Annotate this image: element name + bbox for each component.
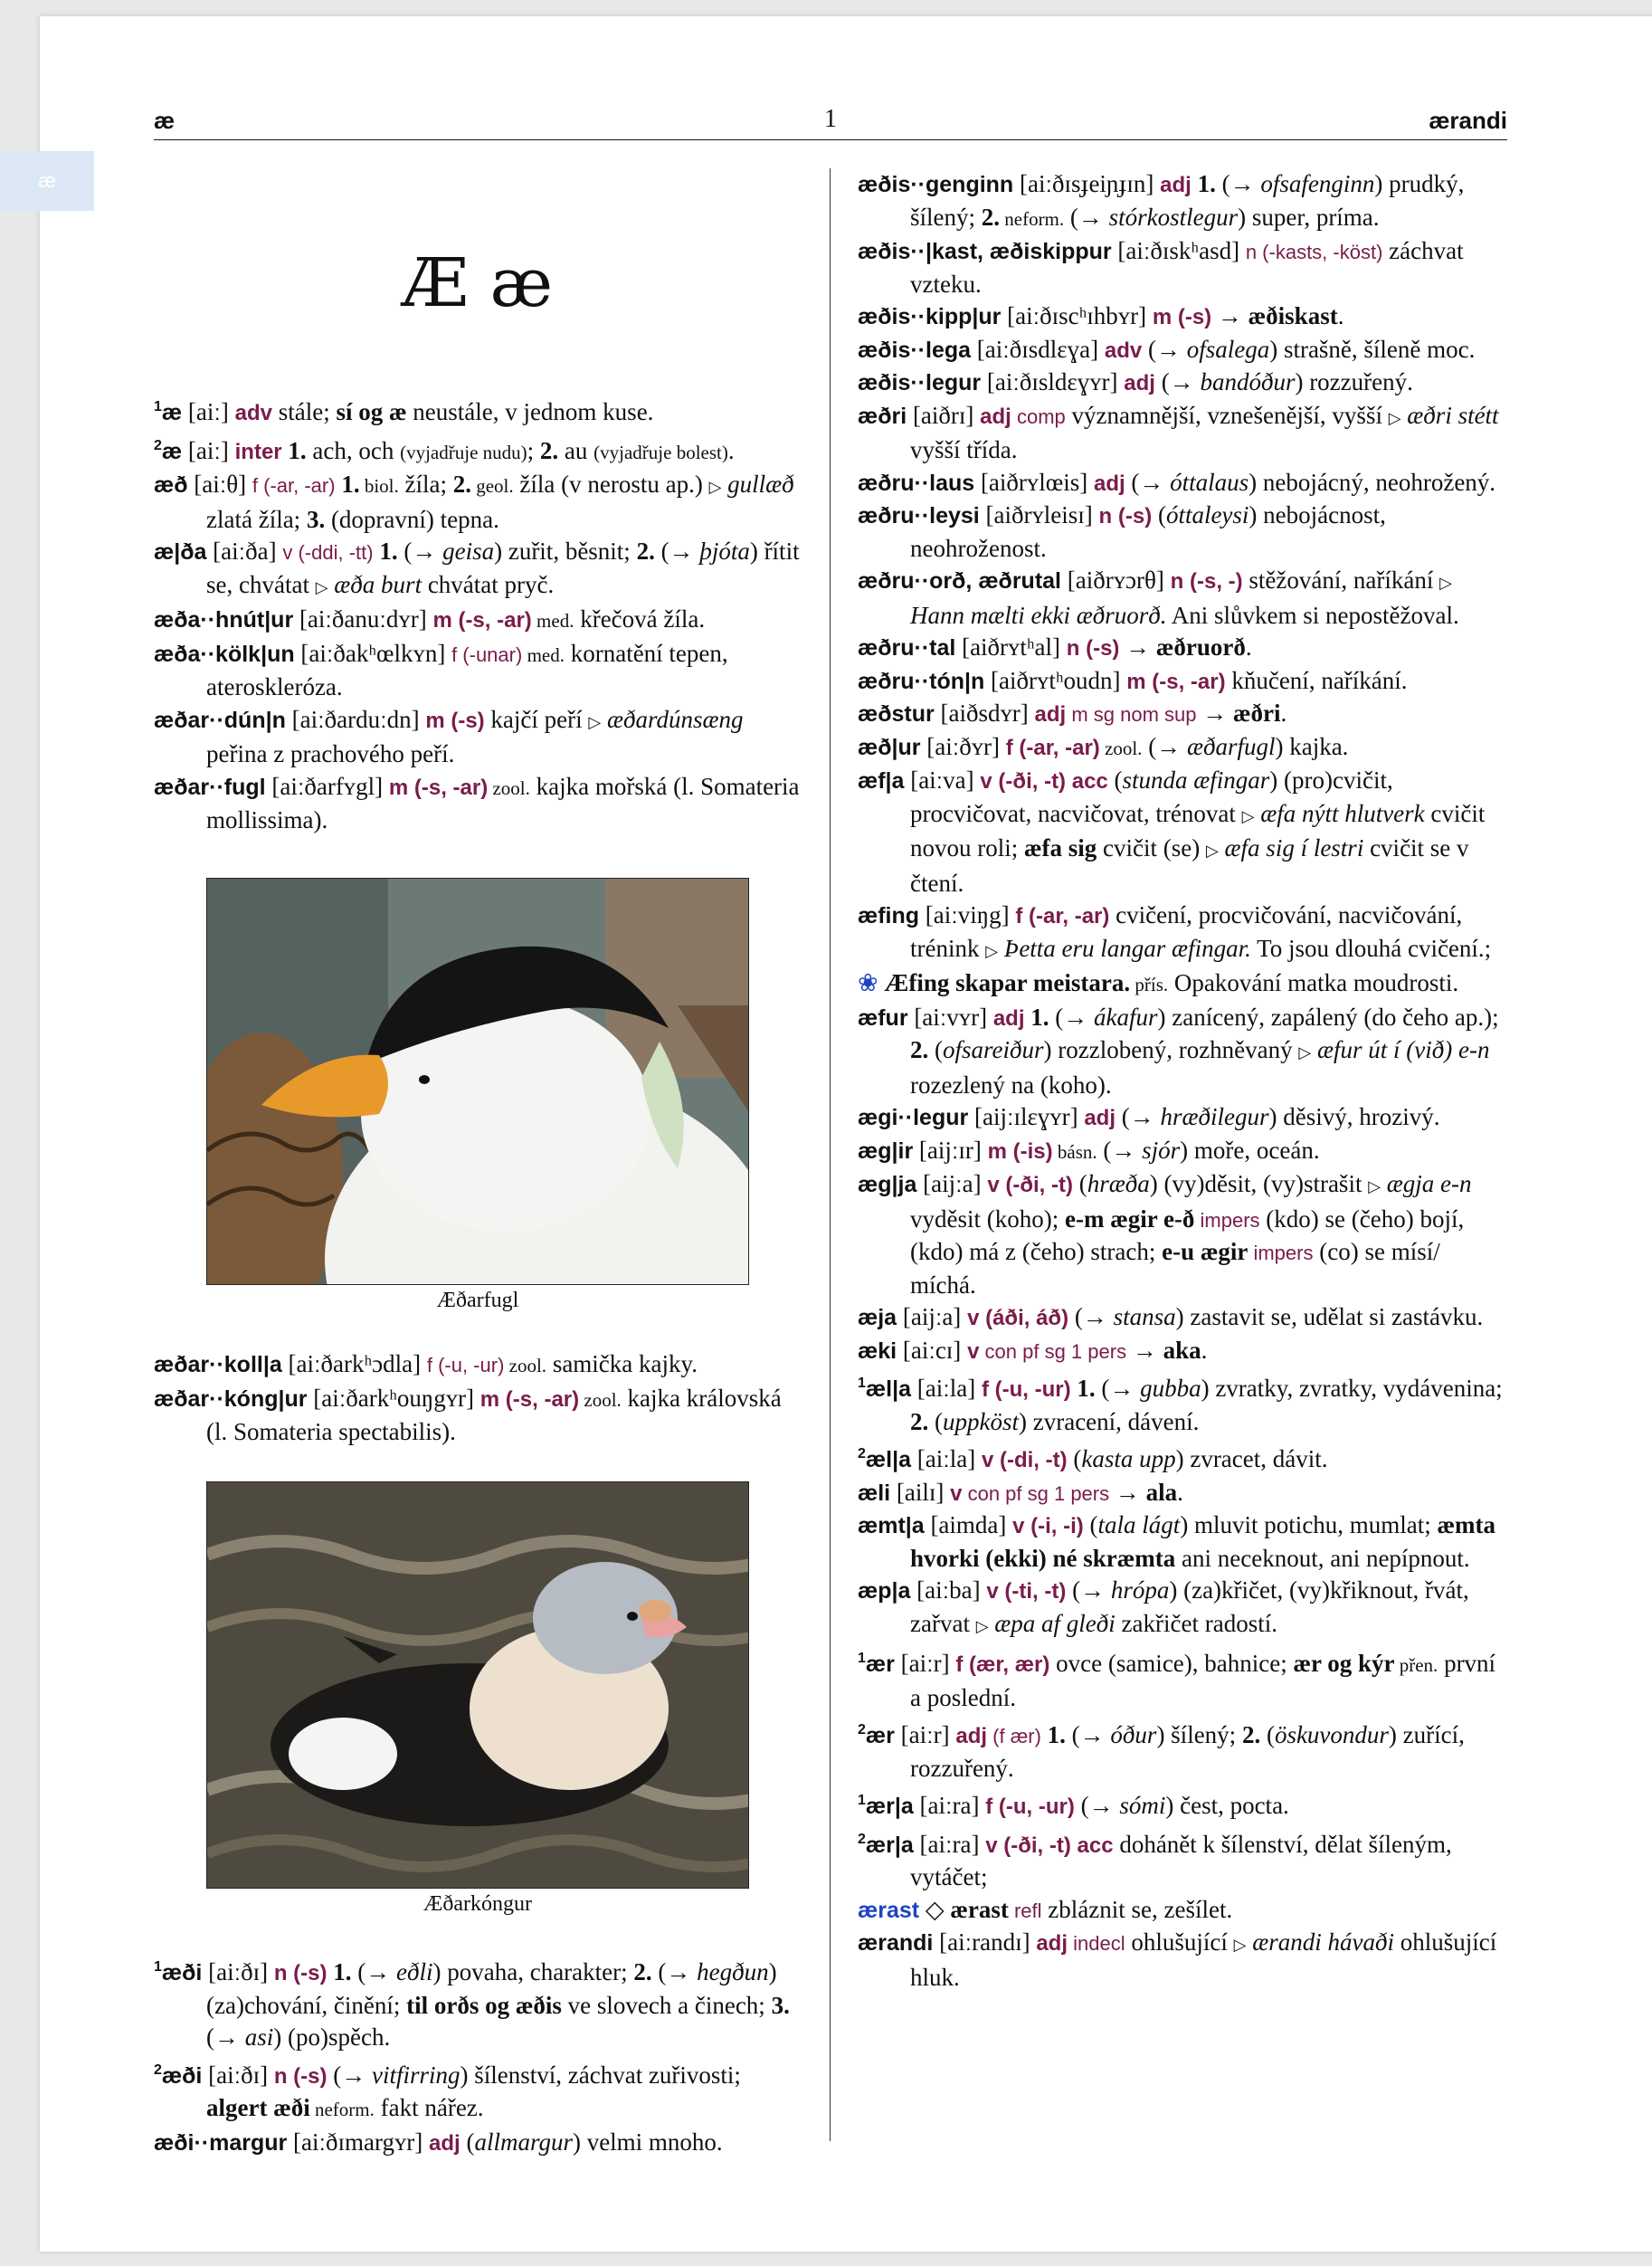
dictionary-entry: æðar··koll|a [aiːðarkʰɔdla] f (-u, -ur) zool. samička kajky.	[154, 1350, 698, 1377]
dictionary-entry: æðis··lega [aiːðɪsdlɛɣa] adv (→ ofsalega) strašně, šíleně moc.	[858, 335, 1476, 363]
example-triangle-icon: ▷	[975, 1616, 989, 1635]
dictionary-entry: æfing [aiːviŋg] f (-ar, -ar) cvičení, procvičování, nacvičování, trénink ▷ Þetta eru langar æfingar. To jsou dlouhá cvičení.;	[858, 901, 1492, 962]
example-triangle-icon: ▷	[1439, 574, 1452, 592]
page-number: 1	[824, 105, 837, 133]
dictionary-entry: æli [ailɪ] v con pf sg 1 pers → ala.	[858, 1478, 1183, 1506]
king-eider-swimming-photo	[206, 1481, 749, 1889]
dictionary-entry: æðri [aiðrɪ] adj comp významnější, vznešenější, vyšší ▷ æðri stétt vyšší třída.	[858, 401, 1499, 463]
dictionary-entry: æfur [aiːvʏr] adj 1. (→ ákafur) zanícený, zapálený (do čeho ap.); 2. (ofsareiður) rozzlobený, rozhněvaný ▷ æfur út í (við) e-n rozezlený na (koho).	[858, 1003, 1499, 1099]
dictionary-entry: $^2$ær|a [aiːra] v (-ði, -t) acc dohánět k šílenství, dělat šíleným, vytáčet;	[858, 1830, 1452, 1890]
dictionary-entry: æg|ja [aijːa] v (-ði, -t) (hræða) (vy)děsit, (vy)strašit ▷ ægja e-n vyděsit (koho); e-m ægir e-ð impers (kdo) se (čeho) bojí, (kdo) má z (čeho) strach; e-u ægir impers (co) se mísí/ míchá.	[858, 1170, 1472, 1299]
example-triangle-icon: ▷	[1241, 806, 1255, 825]
diamond-icon: ◇	[919, 1895, 951, 1923]
dictionary-entry: æðar··dún|n [aiːðarduːdn] m (-s) kajčí peří ▷ æðardúnsæng peřina z prachového peří.	[154, 705, 744, 767]
letter-thumb-tab[interactable]: æ	[0, 151, 94, 211]
dictionary-entry: æp|a [aiːba] v (-ti, -t) (→ hrópa) (za)křičet, (vy)křiknout, řvát, zařvat ▷ æpa af gleði zakřičet radostí.	[858, 1576, 1469, 1637]
dictionary-entry: $^1$æ [aiː] adv stále; sí og æ neustále, v jednom kuse.	[154, 398, 654, 425]
dictionary-entry: æð [aiːθ] f (-ar, -ar) 1. biol. žíla; 2. geol. žíla (v nerostu ap.) ▷ gullæð zlatá žíla; 3. (dopravní) tepna.	[154, 471, 794, 533]
dictionary-entry: æðis··legur [aiːðɪsldɛɣʏr] adj (→ bandóður) rozzuřený.	[858, 368, 1413, 395]
eider-duck-head-photo	[206, 878, 749, 1285]
dictionary-entry: æð|ur [aiːðʏr] f (-ar, -ar) zool. (→ æðarfugl) kajka.	[858, 732, 1349, 760]
right-column-entries	[858, 168, 1507, 1994]
example-triangle-icon: ▷	[315, 577, 328, 596]
header-right-guide-word: ærandi	[1429, 107, 1507, 134]
dictionary-entry: $^2$æl|a [aiːla] v (-di, -t) (kasta upp) zvracet, dávit.	[858, 1445, 1328, 1472]
header-left-guide-word: æ	[154, 107, 176, 134]
dictionary-entry: $^1$æði [aiːðɪ] n (-s) 1. (→ eðli) povaha, charakter; 2. (→ hegðun) (za)chování, činění; til orðs og æðis ve slovech a činech; 3. (→ asi) (po)spěch.	[154, 1958, 790, 2051]
dictionary-entry: $^1$ær [aiːr] f (ær, ær) ovce (samice), bahnice; ær og kýr přen. první a poslední.	[858, 1650, 1496, 1711]
dictionary-entry: æf|a [aiːva] v (-ði, -t) acc (stunda æfingar) (pro)cvičit, procvičovat, nacvičovat, trénovat ▷ æfa nýtt hlutverk cvičit novou roli; æfa sig cvičit (se) ▷ æfa sig í lestri cvičit se v čtení.	[858, 766, 1486, 897]
dictionary-entry: æðru··leysi [aiðrʏleisɪ] n (-s) (óttaleysi) nebojácnost, neohroženost.	[858, 501, 1386, 562]
dictionary-entry: æ|ða [aiːða] v (-ddi, -tt) 1. (→ geisa) zuřit, běsnit; 2. (→ þjóta) řítit se, chvátat ▷ æða burt chvátat pryč.	[154, 538, 800, 598]
figure-eider	[206, 878, 749, 1313]
dictionary-entry: æðar··kóng|ur [aiːðarkʰouŋgʏr] m (-s, -ar) zool. kajka královská (l. Somateria spectabilis).	[154, 1384, 782, 1445]
example-triangle-icon: ▷	[588, 712, 602, 731]
dictionary-entry: æg|ir [aijːɪr] m (-is) básn. (→ sjór) moře, oceán.	[858, 1136, 1320, 1164]
example-triangle-icon: ▷	[1233, 1936, 1247, 1954]
dictionary-entry: $^2$æ [aiː] inter 1. ach, och (vyjadřuje nudu); 2. au (vyjadřuje bolest).	[154, 436, 735, 464]
example-triangle-icon: ▷	[985, 941, 999, 960]
dictionary-entry: æðis··|kast, æðiskippur [aiːðɪskʰasd] n (-kasts, -köst) záchvat vzteku.	[858, 237, 1464, 298]
dictionary-entry: æðis··kipp|ur [aiːðɪscʰɪhbʏr] m (-s) → æðiskast.	[858, 302, 1344, 329]
example-triangle-icon: ▷	[1205, 842, 1219, 860]
example-triangle-icon: ▷	[1368, 1177, 1381, 1195]
dictionary-entry: $^1$æl|a [aiːla] f (-u, -ur) 1. (→ gubba) zvratky, zvratky, vydávenina; 2. (uppköst) zvracení, dávení.	[858, 1375, 1503, 1435]
dictionary-entry: æða··kölk|un [aiːðakʰœlkʏn] f (-unar) med. kornatění tepen, ateroskleróza.	[154, 639, 728, 700]
proverb-entry: ❀ Æfing skapar meistara. přís. Opakování matka moudrosti.	[858, 969, 1459, 996]
example-triangle-icon: ▷	[1298, 1043, 1312, 1062]
dictionary-entry: æðis··genginn [aiːðɪsɟeiɲɟɪn] adj 1. (→ ofsafenginn) prudký, šílený; 2. neform. (→ stórkostlegur) super, príma.	[858, 170, 1465, 231]
dictionary-entry: æki [aiːcɪ] v con pf sg 1 pers → aka.	[858, 1336, 1208, 1364]
figure-caption: Æðarkóngur	[423, 1892, 532, 1916]
dictionary-entry: $^2$æði [aiːðɪ] n (-s) (→ vitfirring) šílenství, záchvat zuřivosti; algert æði neform. fakt nářez.	[154, 2061, 741, 2121]
dictionary-entry: æðru··tón|n [aiðrʏtʰoudn] m (-s, -ar) kňučení, naříkání.	[858, 666, 1408, 694]
left-column-entries-a	[154, 391, 801, 837]
example-triangle-icon: ▷	[708, 478, 722, 496]
chapter-title: Æ æ	[401, 244, 554, 322]
flower-icon: ❀	[858, 969, 878, 996]
column-divider	[830, 168, 831, 2141]
dictionary-entry: æðru··tal [aiðrʏtʰal] n (-s) → æðruorð.	[858, 633, 1252, 661]
dictionary-entry: æðar··fugl [aiːðarfʏgl] m (-s, -ar) zool. kajka mořská (l. Somateria mollissima).	[154, 772, 800, 833]
dictionary-entry: æðstur [aiðsdʏr] adj m sg nom sup → æðri.	[858, 700, 1287, 727]
dictionary-entry: æða··hnút|ur [aiːðanuːdʏr] m (-s, -ar) med. křečová žíla.	[154, 605, 706, 633]
figure-king-eider	[206, 1481, 749, 1917]
running-head	[154, 107, 1507, 140]
dictionary-entry: $^2$ær [aiːr] adj (f ær) 1. (→ óður) šílený; 2. (öskuvondur) zuřící, rozzuřený.	[858, 1721, 1465, 1782]
left-column-entries-c	[154, 1951, 801, 2159]
dictionary-entry: ærast ◇ ærast refl zbláznit se, zešílet.	[858, 1895, 1233, 1923]
left-column-entries-b	[154, 1348, 801, 1449]
dictionary-entry: $^1$ær|a [aiːra] f (-u, -ur) (→ sómi) čest, pocta.	[858, 1792, 1289, 1819]
dictionary-entry: æðru··orð, æðrutal [aiðrʏɔrθ] n (-s, -) stěžování, naříkání ▷ Hann mælti ekki æðruorð. Ani slůvkem si nepostěžoval.	[858, 566, 1459, 629]
dictionary-entry: ærandi [aiːrandɪ] adj indecl ohlušující ▷ ærandi hávaði ohlušující hluk.	[858, 1928, 1497, 1991]
dictionary-entry: ægi··legur [aijːɪlɛɣʏr] adj (→ hræðilegur) děsivý, hrozivý.	[858, 1103, 1440, 1130]
dictionary-entry: æja [aijːa] v (áði, áð) (→ stansa) zastavit se, udělat si zastávku.	[858, 1303, 1484, 1330]
figure-caption: Æðarfugl	[436, 1289, 519, 1312]
dictionary-entry: æði··margur [aiːðɪmargʏr] adj (allmargur) velmi mnoho.	[154, 2128, 723, 2156]
dictionary-entry: æðru··laus [aiðrʏlœis] adj (→ óttalaus) nebojácný, neohrožený.	[858, 468, 1496, 496]
dictionary-entry: æmt|a [aimda] v (-i, -i) (tala lágt) mluvit potichu, mumlat; æmta hvorki (ekki) né skræmta ani neceknout, ani nepípnout.	[858, 1511, 1496, 1572]
example-triangle-icon: ▷	[1388, 408, 1401, 427]
